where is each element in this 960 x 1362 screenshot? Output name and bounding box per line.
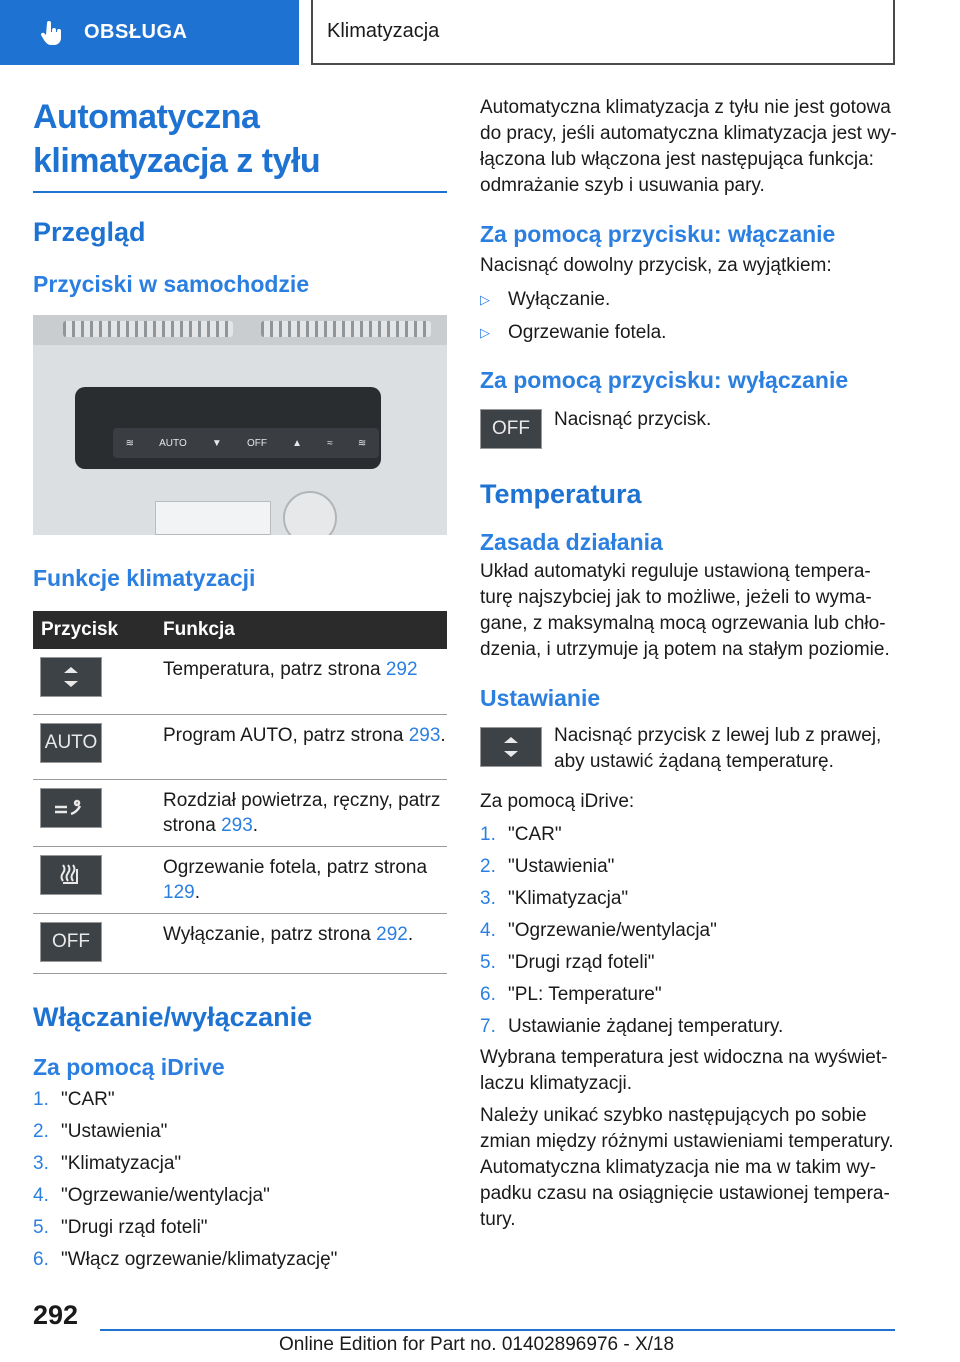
- round-knob: [283, 491, 337, 535]
- row-text: Rozdział powietrza, ręczny, patrz strona: [163, 789, 441, 836]
- list-item: [33, 1116, 447, 1148]
- setting-text: Nacisnąć przycisk z lewej lub z prawej, aby ustawić żądaną temperaturę.: [554, 725, 882, 772]
- seat-heating-icon: ≋: [357, 437, 367, 449]
- idrive-intro: Za pomocą iDrive:: [480, 791, 635, 812]
- list-item: [480, 851, 898, 883]
- list-item: [480, 819, 898, 851]
- step-text: "PL: Temperature": [508, 984, 662, 1005]
- page-link[interactable]: 293: [408, 724, 441, 746]
- heading-on-off: Włączanie/wyłączanie: [33, 1001, 313, 1032]
- heading-temperature: Temperatura: [480, 479, 642, 509]
- car-controls-photo: [33, 315, 447, 535]
- step-text: "Ustawienia": [61, 1120, 168, 1142]
- page-link[interactable]: 292: [376, 923, 408, 945]
- row-tail: .: [440, 724, 446, 746]
- photo-auto-label: AUTO: [159, 437, 187, 449]
- triangle-bullet-icon: ▷: [480, 292, 490, 307]
- seat-heating-icon: ≋: [125, 437, 134, 449]
- step-number: 3.: [480, 888, 496, 909]
- col-function-header: Funkcja: [155, 611, 447, 649]
- row-text: Program AUTO, patrz strona: [163, 724, 409, 746]
- step-text: "Ogrzewanie/wentylacja": [508, 920, 717, 941]
- footer-edition: Online Edition for Part no. 01402896976 - X/18: [279, 1334, 675, 1355]
- step-text: Ustawianie żądanej temperatury.: [508, 1016, 784, 1037]
- air-distribution-icon: [40, 788, 102, 828]
- exception-text: Ogrzewanie fotela.: [508, 322, 667, 343]
- list-item: [33, 1084, 447, 1116]
- arrow-down-icon: ▼: [211, 437, 222, 449]
- list-item: [480, 883, 898, 915]
- control-button-row: [113, 428, 379, 458]
- list-item: [480, 979, 898, 1011]
- off-icon: OFF: [40, 922, 102, 962]
- triangle-bullet-icon: ▷: [480, 325, 490, 340]
- step-text: "CAR": [508, 824, 562, 845]
- principle-paragraph: Układ automatyki reguluje ustawioną tempera-turę najszybciej jak to możliwe, jeżeli to wyma-gane, z maksymalną mocą ogrzewania lub chło-dzenia, i utrzymuje ją potem na stałym poziomie.: [480, 561, 890, 660]
- section-tab[interactable]: [0, 0, 299, 65]
- step-text: "Ustawienia": [508, 856, 615, 877]
- step-text: "Drugi rząd foteli": [508, 952, 655, 973]
- exceptions-list: [480, 283, 898, 349]
- heading-functions: Funkcje klimatyzacji: [33, 565, 256, 591]
- page-link[interactable]: 293: [221, 814, 253, 836]
- step-number: 1.: [33, 1088, 49, 1110]
- idrive-steps-list: [33, 1084, 447, 1276]
- step-number: 5.: [480, 952, 496, 973]
- left-column: [33, 95, 447, 1276]
- list-item: [33, 1244, 447, 1276]
- temperature-updown-icon: [40, 657, 102, 697]
- step-text: "Drugi rząd foteli": [61, 1216, 208, 1238]
- intro-paragraph: Automatyczna klimatyzacja z tyłu nie jest gotowa do pracy, jeśli automatyczna klimatyzacja jest wy-łączona lub włączona jest następująca funkcja: odmrażanie szyb i usuwania pary.: [480, 97, 897, 196]
- page-link[interactable]: 129: [163, 881, 195, 903]
- heading-principle: Zasada działania: [480, 529, 663, 555]
- hand-pointer-icon: [38, 19, 66, 47]
- step-number: 7.: [480, 1016, 496, 1037]
- button-off-text: Nacisnąć przycisk.: [554, 409, 712, 430]
- row-text: Temperatura, patrz strona: [163, 659, 386, 680]
- display-paragraph: Wybrana temperatura jest widoczna na wyświet-laczu klimatyzacji.: [480, 1047, 888, 1094]
- heading-button-on: Za pomocą przycisku: włączanie: [480, 221, 836, 247]
- heading-overview: Przegląd: [33, 217, 146, 247]
- list-item: [33, 1212, 447, 1244]
- table-row: [33, 714, 447, 779]
- row-tail: .: [252, 814, 259, 836]
- button-on-text: Nacisnąć dowolny przycisk, za wyjątkiem:: [480, 255, 832, 276]
- row-text: Wyłączanie, patrz strona: [163, 923, 377, 945]
- breadcrumb: [311, 0, 895, 65]
- table-row: [33, 649, 447, 714]
- title-rule: [33, 191, 447, 193]
- col-button-header: Przycisk: [33, 611, 155, 649]
- list-item: [480, 947, 898, 979]
- list-item: [480, 1011, 898, 1043]
- photo-off-label: OFF: [247, 437, 267, 449]
- section-label: OBSŁUGA: [84, 21, 188, 43]
- footer-rule: [100, 1329, 895, 1331]
- setting-instruction: [480, 723, 898, 775]
- temperature-updown-icon: [480, 727, 542, 767]
- page-link[interactable]: 292: [385, 659, 418, 680]
- breadcrumb-text: Klimatyzacja: [327, 20, 440, 42]
- table-row: [33, 913, 447, 973]
- air-vent-left: [63, 321, 233, 337]
- right-column: [480, 95, 898, 1233]
- list-item: [33, 1180, 447, 1212]
- step-number: 1.: [480, 824, 496, 845]
- list-item: [480, 316, 898, 349]
- air-distribution-icon: ≈: [327, 437, 333, 449]
- row-tail: .: [194, 881, 200, 903]
- page-number: 292: [33, 1300, 79, 1330]
- step-text: "Włącz ogrzewanie/klimatyzację": [61, 1248, 338, 1270]
- table-row: [33, 846, 447, 913]
- row-text: Ogrzewanie fotela, patrz strona: [163, 856, 428, 878]
- lower-panel: [155, 501, 271, 535]
- step-text: "Klimatyzacja": [508, 888, 629, 909]
- table-header-row: [33, 611, 447, 649]
- off-instruction: [480, 409, 898, 449]
- table-row: [33, 779, 447, 846]
- temperature-steps-list: [480, 819, 898, 1043]
- step-number: 6.: [33, 1248, 49, 1270]
- step-number: 2.: [33, 1120, 49, 1142]
- step-text: "Ogrzewanie/wentylacja": [61, 1184, 270, 1206]
- row-tail: .: [407, 923, 414, 945]
- step-number: 4.: [480, 920, 496, 941]
- avoid-paragraph: Należy unikać szybko następujących po sobie zmian między różnymi ustawieniami temperatury. Automatyczna klimatyzacja nie ma w takim wy-padku czasu na osiągnięcie ustawionej tempera-tury.: [480, 1105, 894, 1230]
- heading-idrive: Za pomocą iDrive: [33, 1053, 225, 1080]
- step-text: "CAR": [61, 1088, 115, 1110]
- step-number: 2.: [480, 856, 496, 877]
- heading-button-off: Za pomocą przycisku: wyłączanie: [480, 367, 849, 393]
- seat-heating-icon: [40, 855, 102, 895]
- page-title: Automatyczna klimatyzacja z tyłu: [33, 98, 321, 180]
- off-icon: OFF: [480, 409, 542, 449]
- list-item: [33, 1148, 447, 1180]
- heading-setting: Ustawianie: [480, 685, 601, 711]
- heading-buttons: Przyciski w samochodzie: [33, 271, 310, 297]
- arrow-up-icon: ▲: [292, 437, 303, 449]
- step-text: "Klimatyzacja": [61, 1152, 182, 1174]
- step-number: 3.: [33, 1152, 49, 1174]
- list-item: [480, 283, 898, 316]
- step-number: 5.: [33, 1216, 49, 1238]
- functions-table: [33, 611, 447, 974]
- step-number: 4.: [33, 1184, 49, 1206]
- auto-icon: AUTO: [40, 723, 102, 763]
- step-number: 6.: [480, 984, 496, 1005]
- exception-text: Wyłączanie.: [508, 289, 611, 310]
- list-item: [480, 915, 898, 947]
- air-vent-right: [261, 321, 431, 337]
